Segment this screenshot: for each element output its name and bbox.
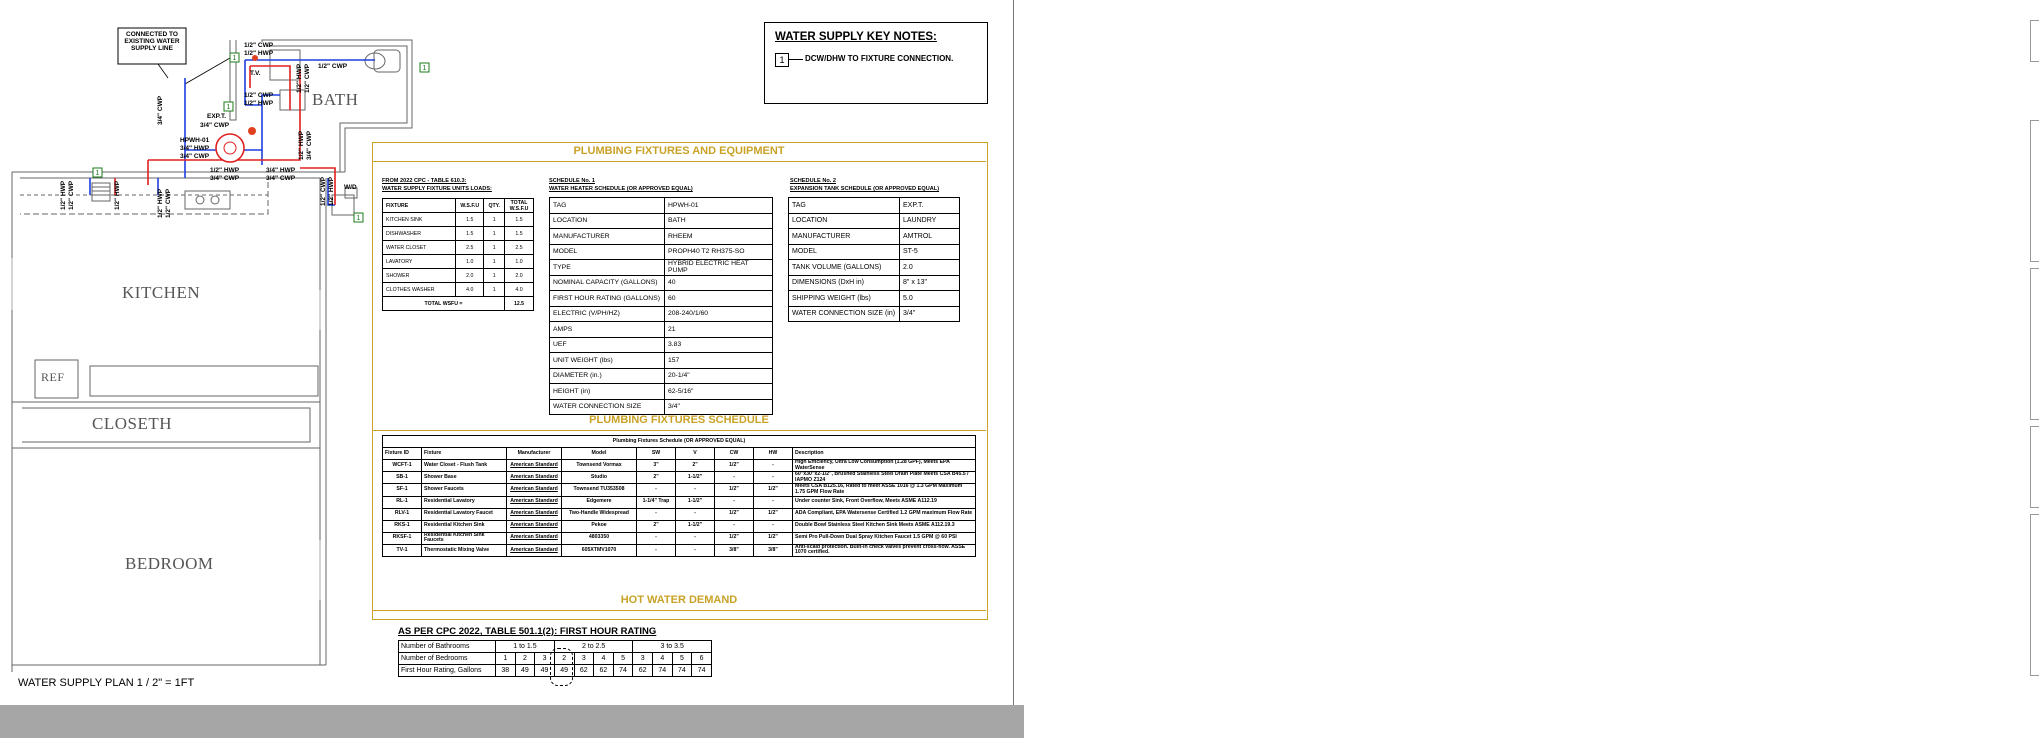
- table-cell: -: [715, 496, 754, 508]
- table-cell: 4: [594, 653, 614, 665]
- table-cell: LOCATION: [789, 213, 900, 229]
- table-cell: RHEEM: [665, 229, 773, 245]
- water-heater-tag: HPWH-01: [180, 137, 210, 144]
- column-header: TOTAL W.S.F.U: [505, 199, 534, 213]
- column-header: SW: [637, 448, 676, 460]
- table-title-row: [383, 436, 976, 448]
- table-cell: 1-1/2": [676, 496, 715, 508]
- table-cell: 40: [665, 275, 773, 291]
- viewer-bottom-bar: [0, 705, 1024, 738]
- table-row: [383, 241, 534, 255]
- table-cell: 2.5: [456, 241, 484, 255]
- table-row: [383, 496, 976, 508]
- table-row: [550, 198, 773, 214]
- table-cell: 5: [613, 653, 633, 665]
- table-cell: 20-1/4": [665, 368, 773, 384]
- table-cell: 1 to 1.5: [496, 641, 555, 653]
- column-header: Description: [793, 448, 976, 460]
- table-cell: 49: [535, 665, 555, 677]
- table-cell: Edgemere: [562, 496, 637, 508]
- table-cell: SB-1: [383, 472, 422, 484]
- table-row: [383, 520, 976, 532]
- table-cell: 157: [665, 353, 773, 369]
- table-cell: 5: [672, 653, 692, 665]
- table-cell: 2": [637, 520, 676, 532]
- plan-title: WATER SUPPLY PLAN 1 / 2" = 1FT: [18, 677, 195, 689]
- table-cell: 60"x30"x2-1/2", Brushed Stainless Steel Drain Plate Meets CSA B45.5 / IAPMO Z124: [793, 472, 976, 484]
- pipe-label: 3/4" CWP: [157, 95, 164, 125]
- table-cell: TAG: [550, 198, 665, 214]
- table-cell: 2.0: [505, 269, 534, 283]
- table-cell: Residential Kitchen Sink Faucets: [422, 532, 507, 544]
- table-cell: 2: [554, 653, 574, 665]
- pipe-label: 3/4" HWP: [266, 167, 296, 174]
- table-cell: 49: [515, 665, 535, 677]
- table-cell: HEIGHT (in): [550, 384, 665, 400]
- table-cell: 1/2": [754, 532, 793, 544]
- table-cell: TANK VOLUME (GALLONS): [789, 260, 900, 276]
- table-cell: Studio: [562, 472, 637, 484]
- key-note-leader: [789, 59, 803, 60]
- table-cell: 2.0: [456, 269, 484, 283]
- table-cell: 1-1/4" Trap: [637, 496, 676, 508]
- table-cell: -: [754, 460, 793, 472]
- pipe-label: 1/2" HWP: [244, 50, 274, 57]
- pipe-label: 1/2" CWP: [304, 63, 311, 93]
- pipe-label: 1/2" CWP: [165, 188, 172, 218]
- table-cell: 62: [633, 665, 653, 677]
- column-header: Fixture: [422, 448, 507, 460]
- table-cell: NOMINAL CAPACITY (GALLONS): [550, 275, 665, 291]
- table-cell: Residential Lavatory: [422, 496, 507, 508]
- table-row: [789, 244, 960, 260]
- key-notes-box: [764, 22, 988, 104]
- table-cell: -: [754, 472, 793, 484]
- supply-line-note: CONNECTED TO EXISTING WATER SUPPLY LINE: [124, 31, 180, 52]
- column-header: Model: [562, 448, 637, 460]
- table-row: [789, 306, 960, 322]
- table-cell: BATH: [665, 213, 773, 229]
- pipe-label: 3/4" CWP: [266, 175, 296, 182]
- table-cell: 1: [484, 283, 505, 297]
- hot-water-heading: HOT WATER DEMAND: [372, 594, 986, 611]
- table-cell: 38: [496, 665, 516, 677]
- key-marker-4: 1: [95, 170, 100, 177]
- heater-schedule-title: SCHEDULE No. 1: [549, 178, 595, 184]
- table-cell: American Standard: [507, 508, 562, 520]
- table-cell: Townsend Vormax: [562, 460, 637, 472]
- table-cell: ADA Compliant, EPA Watersense Certified 1.2 GPM maximum Flow Rate: [793, 508, 976, 520]
- table-cell: FIRST HOUR RATING (GALLONS): [550, 291, 665, 307]
- table-cell: 3: [535, 653, 555, 665]
- table-cell: 1.5: [456, 213, 484, 227]
- pipe-label: 1/2" CWP: [318, 63, 348, 70]
- table-cell: 8" x 13": [900, 275, 960, 291]
- row-label: Number of Bathrooms: [399, 641, 496, 653]
- row-label: Number of Bedrooms: [399, 653, 496, 665]
- fixtures-schedule-table: [382, 435, 976, 557]
- column-header: V: [676, 448, 715, 460]
- table-cell: -: [637, 484, 676, 496]
- table-cell: 3/4": [900, 306, 960, 322]
- table-cell: American Standard: [507, 544, 562, 556]
- water-heater-table: [549, 197, 773, 415]
- tank-schedule-title: SCHEDULE No. 2: [790, 178, 836, 184]
- table-cell: 74: [692, 665, 712, 677]
- pipe-label: 3/4" CWP: [306, 130, 313, 160]
- table-cell: 2": [637, 472, 676, 484]
- key-marker-2: 1: [422, 65, 427, 72]
- table-cell: -: [715, 520, 754, 532]
- table-total-row: [383, 297, 534, 311]
- column-header: W.S.F.U: [456, 199, 484, 213]
- table-row: [550, 322, 773, 338]
- table-cell: TAG: [789, 198, 900, 214]
- pipe-label: 1/2" HWP: [244, 100, 274, 107]
- table-cell: -: [676, 544, 715, 556]
- table-cell: CLOTHES WASHER: [383, 283, 456, 297]
- table-cell: HPWH-01: [665, 198, 773, 214]
- pipe-label: 1/2" CWP: [244, 92, 274, 99]
- table-row: [383, 532, 976, 544]
- table-cell: 2 to 2.5: [554, 641, 633, 653]
- table-row: [383, 227, 534, 241]
- wd-label: W/D: [344, 184, 357, 191]
- table-cell: WATER CONNECTION SIZE: [550, 399, 665, 415]
- table-cell: -: [676, 484, 715, 496]
- table-cell: 4803350: [562, 532, 637, 544]
- table-row: [550, 337, 773, 353]
- schedule-table-title: Plumbing Fixtures Schedule (OR APPROVED EQUAL): [383, 436, 976, 448]
- table-cell: 49: [554, 665, 574, 677]
- table-cell: -: [637, 544, 676, 556]
- pipe-label: 3/4" CWP: [180, 153, 210, 160]
- table-row: [789, 291, 960, 307]
- column-header: FIXTURE: [383, 199, 456, 213]
- table-cell: 1/2": [754, 508, 793, 520]
- key-note-text: DCW/DHW TO FIXTURE CONNECTION.: [805, 54, 954, 63]
- table-cell: WATER CLOSET: [383, 241, 456, 255]
- table-cell: -: [676, 508, 715, 520]
- drawing-sheet: [0, 0, 1024, 705]
- title-block-cell: [2030, 514, 2039, 676]
- table-cell: 1/2": [715, 460, 754, 472]
- table-cell: 3/8": [715, 544, 754, 556]
- total-value: 12.5: [505, 297, 534, 311]
- table-cell: Double Bowl Stainless Steel Kitchen Sink Meets ASME A112.19.3: [793, 520, 976, 532]
- pipe-label: 1/2" HWP: [296, 63, 303, 93]
- title-block-strip: [1013, 0, 1025, 705]
- table-cell: 1: [484, 269, 505, 283]
- table-cell: 1: [496, 653, 516, 665]
- table-row: [550, 399, 773, 415]
- table-row: [383, 544, 976, 556]
- fixtures-schedule-heading: PLUMBING FIXTURES SCHEDULE: [372, 414, 986, 431]
- table-cell: -: [676, 532, 715, 544]
- pipe-label: 1/2" CWP: [244, 42, 274, 49]
- table-row: [789, 213, 960, 229]
- table-cell: PROPH40 T2 RH375-SO: [665, 244, 773, 260]
- table-row: [383, 484, 976, 496]
- table-header-row: [383, 199, 534, 213]
- table-cell: -: [754, 520, 793, 532]
- table-cell: American Standard: [507, 520, 562, 532]
- table-cell: 2": [676, 460, 715, 472]
- table-cell: LAUNDRY: [900, 213, 960, 229]
- pipe-label: 3/4" CWP: [200, 122, 230, 129]
- table-cell: American Standard: [507, 484, 562, 496]
- pipe-label: 1/2" HWP: [157, 188, 164, 218]
- room-label-bedroom: BEDROOM: [125, 554, 214, 573]
- wsfu-subtitle: WATER SUPPLY FIXTURE UNITS LOADS:: [382, 186, 492, 192]
- key-marker-3: 1: [226, 104, 231, 111]
- table-row: [789, 198, 960, 214]
- table-cell: 2.0: [900, 260, 960, 276]
- table-cell: 1: [484, 213, 505, 227]
- tv-label: T.V.: [250, 70, 261, 77]
- table-row: [550, 260, 773, 276]
- row-label: First Hour Rating, Gallons: [399, 665, 496, 677]
- table-cell: AMPS: [550, 322, 665, 338]
- table-cell: DIMENSIONS (DxH in): [789, 275, 900, 291]
- title-block-cell: [2030, 120, 2039, 262]
- table-cell: 3 to 3.5: [633, 641, 712, 653]
- table-cell: 3: [574, 653, 594, 665]
- table-row: [383, 213, 534, 227]
- table-cell: ST-5: [900, 244, 960, 260]
- ref-label: REF: [41, 370, 65, 384]
- table-cell: EXP.T.: [900, 198, 960, 214]
- table-cell: ELECTRIC (V/PH/HZ): [550, 306, 665, 322]
- table-cell: 1.5: [456, 227, 484, 241]
- table-cell: American Standard: [507, 496, 562, 508]
- wsfu-title: FROM 2022 CPC - TABLE 610.3:: [382, 178, 467, 184]
- table-cell: 2.5: [505, 241, 534, 255]
- table-row: [550, 229, 773, 245]
- table-cell: 4.0: [505, 283, 534, 297]
- table-cell: -: [637, 532, 676, 544]
- exp-tank-label: EXP.T.: [207, 113, 227, 120]
- table-row: [550, 275, 773, 291]
- table-cell: 3/4": [665, 399, 773, 415]
- table-cell: MODEL: [550, 244, 665, 260]
- table-cell: DISHWASHER: [383, 227, 456, 241]
- table-cell: SF-1: [383, 484, 422, 496]
- table-cell: Residential Lavatory Faucet: [422, 508, 507, 520]
- table-cell: 60: [665, 291, 773, 307]
- title-block-cell: [2030, 426, 2039, 508]
- table-cell: 21: [665, 322, 773, 338]
- pipe-label: 3/4" CWP: [210, 175, 240, 182]
- table-cell: MANUFACTURER: [789, 229, 900, 245]
- table-row: [550, 353, 773, 369]
- table-cell: High Efficiency, Ultra Low Consumption (1.28 GPF), Meets EPA WaterSense: [793, 460, 976, 472]
- table-cell: WATER CONNECTION SIZE (in): [789, 306, 900, 322]
- table-cell: MANUFACTURER: [550, 229, 665, 245]
- expansion-tank-table: [788, 197, 960, 322]
- pipe-label: 1/2" CWP: [68, 180, 75, 210]
- key-notes-title: WATER SUPPLY KEY NOTES:: [775, 31, 937, 43]
- first-hour-title: AS PER CPC 2022, TABLE 501.1(2): FIRST HOUR RATING: [398, 626, 657, 637]
- wsfu-table: [382, 198, 534, 311]
- table-cell: -: [715, 472, 754, 484]
- table-cell: KITCHEN SINK: [383, 213, 456, 227]
- table-row: [383, 472, 976, 484]
- table-cell: MODEL: [789, 244, 900, 260]
- table-cell: American Standard: [507, 532, 562, 544]
- table-cell: SHIPPING WEIGHT (lbs): [789, 291, 900, 307]
- table-cell: Residential Kitchen Sink: [422, 520, 507, 532]
- column-header: QTY.: [484, 199, 505, 213]
- table-cell: RL-1: [383, 496, 422, 508]
- column-header: CW: [715, 448, 754, 460]
- table-cell: UNIT WEIGHT (lbs): [550, 353, 665, 369]
- table-cell: RKSF-1: [383, 532, 422, 544]
- table-cell: Thermostatic Mixing Valve: [422, 544, 507, 556]
- table-cell: LOCATION: [550, 213, 665, 229]
- table-cell: 208-240/1/60: [665, 306, 773, 322]
- table-cell: American Standard: [507, 460, 562, 472]
- table-row: [550, 213, 773, 229]
- table-cell: 1/2": [715, 508, 754, 520]
- title-block-cell: [2030, 268, 2039, 420]
- table-row: [550, 384, 773, 400]
- table-cell: 4.0: [456, 283, 484, 297]
- table-row: [550, 306, 773, 322]
- table-row: [550, 291, 773, 307]
- pipe-label: 1/2" HWP: [298, 130, 305, 160]
- pipe-label: 1/2" CWP: [320, 176, 327, 206]
- table-cell: 3.83: [665, 337, 773, 353]
- table-cell: WCFT-1: [383, 460, 422, 472]
- column-header: Fixture ID: [383, 448, 422, 460]
- table-cell: Meets CSA B125.16, Rated to meet ASSE 1016 @ 1.3 GPM Maximum 1.75 GPM Flow Rate: [793, 484, 976, 496]
- table-cell: Two-Handle Widespread: [562, 508, 637, 520]
- table-cell: 3": [637, 460, 676, 472]
- table-cell: AMTROL: [900, 229, 960, 245]
- table-row: [383, 508, 976, 520]
- table-header-row: [383, 448, 976, 460]
- table-cell: 5.0: [900, 291, 960, 307]
- table-cell: 1: [484, 227, 505, 241]
- table-cell: 1.0: [505, 255, 534, 269]
- table-cell: 1-1/2": [676, 472, 715, 484]
- table-cell: SHOWER: [383, 269, 456, 283]
- pipe-label: 1/2" HWP: [328, 176, 335, 206]
- key-marker-5: 1: [356, 215, 361, 222]
- table-cell: 3/8": [754, 544, 793, 556]
- table-cell: Shower Base: [422, 472, 507, 484]
- table-cell: Water Closet - Flush Tank: [422, 460, 507, 472]
- table-cell: -: [637, 508, 676, 520]
- table-cell: 1.0: [456, 255, 484, 269]
- table-cell: 1/2": [715, 532, 754, 544]
- table-cell: 4: [653, 653, 673, 665]
- room-label-closet: CLOSETH: [92, 414, 172, 433]
- room-label-kitchen: KITCHEN: [122, 283, 201, 302]
- table-cell: American Standard: [507, 472, 562, 484]
- room-label-bath: BATH: [312, 90, 359, 109]
- table-cell: 1.5: [505, 227, 534, 241]
- table-cell: 1: [484, 241, 505, 255]
- table-cell: HYBRID ELECTRIC HEAT PUMP: [665, 260, 773, 276]
- table-cell: 1: [484, 255, 505, 269]
- table-row: [550, 244, 773, 260]
- column-header: Manufacturer: [507, 448, 562, 460]
- pipe-label: 1/2" HWP: [60, 180, 67, 210]
- table-cell: 62: [574, 665, 594, 677]
- column-header: HW: [754, 448, 793, 460]
- table-row: [789, 229, 960, 245]
- table-cell: LAVATORY: [383, 255, 456, 269]
- table-cell: 74: [653, 665, 673, 677]
- highlight-cloud: [550, 648, 573, 686]
- table-cell: Townsend TU353508: [562, 484, 637, 496]
- table-cell: 74: [672, 665, 692, 677]
- table-row: [789, 275, 960, 291]
- table-row: [789, 260, 960, 276]
- table-cell: DIAMETER (in.): [550, 368, 665, 384]
- pipe-label: 1/2" HWP: [210, 167, 240, 174]
- table-cell: 62-5/16": [665, 384, 773, 400]
- tank-schedule-subtitle: EXPANSION TANK SCHEDULE (OR APPROVED EQUAL): [790, 186, 940, 192]
- table-cell: Shower Faucets: [422, 484, 507, 496]
- title-block-cell: [2030, 20, 2039, 62]
- table-row: [550, 368, 773, 384]
- pipe-label: 3/4" HWP: [180, 145, 210, 152]
- key-marker-1: 1: [232, 55, 237, 62]
- table-cell: 605XTMV1070: [562, 544, 637, 556]
- table-row: [383, 255, 534, 269]
- table-cell: 62: [594, 665, 614, 677]
- table-cell: Anti-scald protection. Built-in check valves prevent cross-flow. ASSE 1070 certified.: [793, 544, 976, 556]
- table-cell: RKS-1: [383, 520, 422, 532]
- table-cell: 74: [613, 665, 633, 677]
- table-cell: TV-1: [383, 544, 422, 556]
- table-row: [383, 283, 534, 297]
- table-cell: 1-1/2": [676, 520, 715, 532]
- table-cell: UEF: [550, 337, 665, 353]
- table-cell: 1.5: [505, 213, 534, 227]
- total-label: TOTAL WSFU =: [383, 297, 505, 311]
- table-cell: 3: [633, 653, 653, 665]
- table-row: [383, 460, 976, 472]
- table-cell: Pekoe: [562, 520, 637, 532]
- table-cell: Under counter Sink, Front Overflow, Meets ASME A112.19: [793, 496, 976, 508]
- table-cell: 1/2": [754, 484, 793, 496]
- table-cell: 6: [692, 653, 712, 665]
- heater-schedule-subtitle: WATER HEATER SCHEDULE (OR APPROVED EQUAL): [549, 186, 693, 192]
- table-cell: TYPE: [550, 260, 665, 276]
- table-cell: 1/2": [715, 484, 754, 496]
- table-cell: -: [754, 496, 793, 508]
- table-cell: 2: [515, 653, 535, 665]
- fixtures-equipment-heading: PLUMBING FIXTURES AND EQUIPMENT: [372, 145, 986, 162]
- pipe-label: 1/2" HWP: [114, 180, 121, 210]
- table-row: [383, 269, 534, 283]
- table-cell: RLV-1: [383, 508, 422, 520]
- key-note-number: 1: [775, 53, 789, 67]
- table-cell: Semi Pro Pull-Down Dual Spray Kitchen Faucet 1.5 GPM @ 60 PSI: [793, 532, 976, 544]
